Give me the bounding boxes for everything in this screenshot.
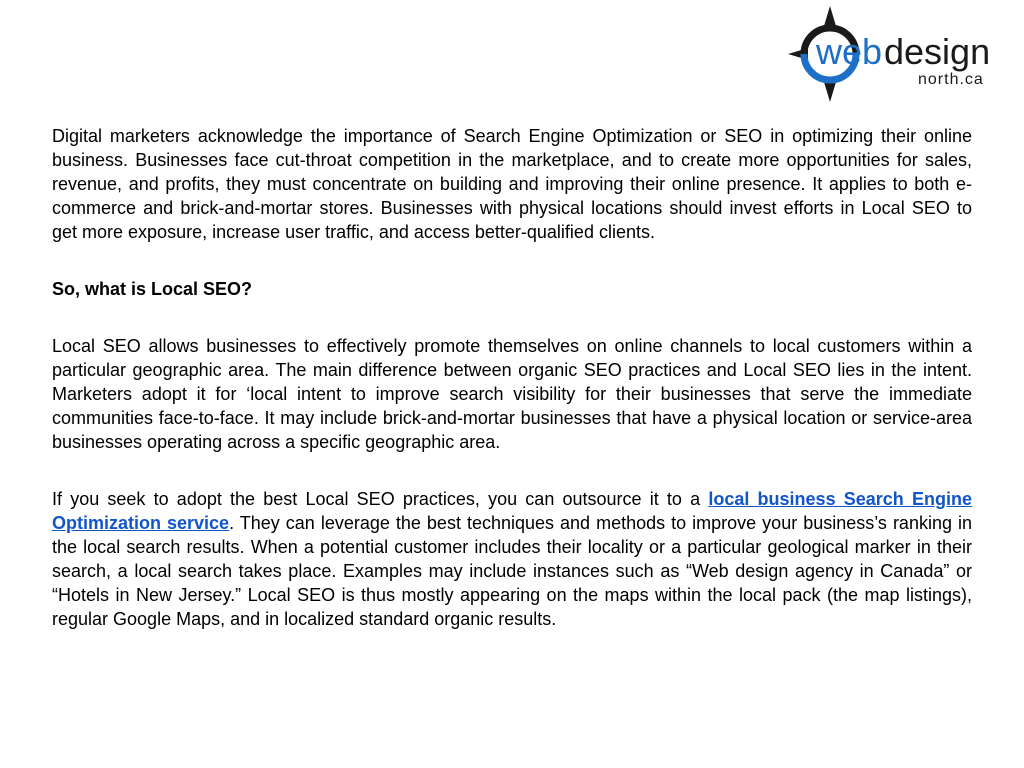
- logo-tagline: north.ca: [918, 71, 984, 88]
- webdesign-north-logo[interactable]: [786, 4, 998, 104]
- compass-logo-icon: [786, 4, 998, 104]
- logo-brand-primary: web: [816, 31, 883, 72]
- definition-paragraph: Local SEO allows businesses to effectively promote themselves on online channels to local customers within a particular geographic area. The main difference between organic SEO practices and Local SEO lies in the intent. Marketers adopt it for ‘local intent to improve search visibility for their businesses that serve the immediate communities face-to-face. It may include brick-and-mortar businesses that have a physical location or service-area businesses operating across a specific geographic area.: [52, 336, 972, 452]
- outsource-text-after-link: . They can leverage the best techniques and methods to improve your business’s ranking in the local search results. When a potential customer includes their locality or a particular geological marker in their search, a local search takes place. Examples may include instances such as “Web design agency in Canada” or “Hotels in New Jersey.” Local SEO is thus mostly appearing on the maps within the local pack (the map listings), regular Google Maps, and in localized standard organic results.: [52, 513, 973, 629]
- outsource-text-before-link: If you seek to adopt the best Local SEO practices, you can outsource it to a: [52, 489, 709, 509]
- intro-paragraph: Digital marketers acknowledge the importance of Search Engine Optimization or SEO in optimizing their online business. Businesses face cut-throat competition in the marketplace, and to create more opportunities for sales, revenue, and profits, they must concentrate on building and improving their online presence. It applies to both e-commerce and brick-and-mortar stores. Businesses with physical locations should invest efforts in Local SEO to get more exposure, increase user traffic, and access better-qualified clients.: [52, 126, 972, 242]
- outsource-paragraph: [52, 487, 972, 631]
- local-seo-service-link[interactable]: local business Search Engine Optimization service: [52, 489, 972, 533]
- logo-brand-secondary: design: [884, 31, 991, 72]
- article-body: [52, 124, 972, 631]
- section-heading: So, what is Local SEO?: [52, 279, 253, 299]
